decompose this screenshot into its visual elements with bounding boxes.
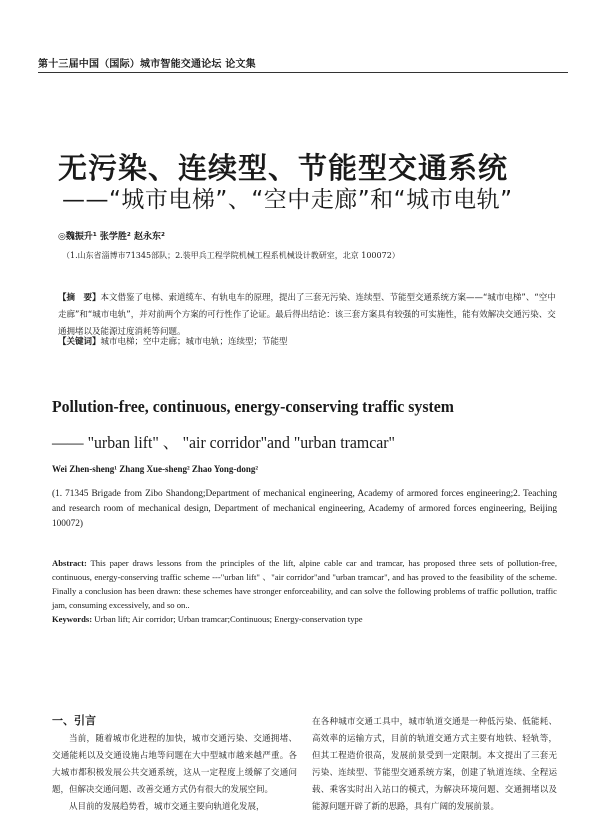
body-column-right [312, 714, 557, 816]
chinese-affiliation: （1.山东省淄博市71345部队；2.装甲兵工程学院机械工程系机械设计教研室，北京 100072） [62, 251, 400, 260]
chinese-subtitle: ——“城市电梯”、“空中走廊”和“城市电轨” [62, 187, 513, 213]
body-paragraph: 在各种城市交通工具中，城市轨道交通是一种低污染、低能耗、高效率的运输方式，目前的轨道交通方式主要有地铁、轻轨等，但其工程造价很高，发展前景受到一定限制。本文提出了三套无污染、连续型、节能型交通系统方案，创建了轨道连续、全程运载、乘客实时出入站口的模式，为解决环境问题、交通拥堵以及能源问题开辟了新的思路，具有广阔的发展前景。 [312, 717, 557, 812]
english-abstract-text: This paper draws lessons from the principles of the lift, alpine cable car and tramcar, has proposed three sets of pollution-free, continuous, energy-conserving traffic scheme ---"urban lift" 、"air corridor"and "urban tramcar", and has proved to the feasibility of the scheme. Finally a conclusion has been drawn: these schemes have stronger enforceability, and can solve the following problems of traffic pollution, traffic jam, consuming excessively, and so on.. [52, 558, 557, 610]
header-divider [38, 72, 568, 73]
chinese-abstract [58, 290, 558, 341]
chinese-keywords-text: 城市电梯；空中走廊；城市电轨；连续型；节能型 [100, 337, 288, 347]
running-header: 第十三届中国（国际）城市智能交通论坛 论文集 [38, 59, 256, 70]
english-title: Pollution-free, continuous, energy-conserving traffic system [52, 397, 454, 416]
english-subtitle: —— "urban lift" 、 "air corridor"and "urban tramcar" [52, 433, 395, 452]
section-heading-introduction: 一、引言 [52, 714, 96, 727]
chinese-keywords-label: 【关键词】 [58, 337, 101, 347]
english-keywords-text: Urban lift; Air corridor; Urban tramcar;Continuous; Energy-conservation type [94, 614, 363, 624]
body-paragraph: 当前，随着城市化进程的加快，城市交通污染、交通拥堵、交通能耗以及交通设施占地等问题在大中型城市越来越严重。各大城市都积极发展公共交通系统，这从一定程度上缓解了交通问题，但解决交通问题、改善交通方式仍有很大的发展空间。 [52, 734, 297, 795]
english-authors: Wei Zhen-sheng¹ Zhang Xue-sheng² Zhao Yong-dong² [52, 464, 259, 474]
chinese-keywords [58, 335, 558, 347]
body-paragraph: 从目前的发展趋势看，城市交通主要向轨道化发展， [69, 802, 265, 812]
chinese-authors: ◎魏振升¹ 张学胜² 赵永东² [58, 232, 165, 242]
english-abstract-label: Abstract: [52, 558, 87, 568]
english-keywords-label: Keywords: [52, 614, 93, 624]
english-affiliation: (1. 71345 Brigade from Zibo Shandong;Department of mechanical engineering, Academy of armored forces engineering;2. Teaching and research room of mechanical design, Department of mechanical engineering, Academy of armored forces engineering, Beijing 100072) [52, 489, 557, 529]
chinese-abstract-label: 【摘 要】 [58, 293, 101, 303]
english-abstract [52, 556, 557, 626]
body-column-left [52, 731, 297, 816]
chinese-abstract-text: 本文借鉴了电梯、索道缆车、有轨电车的原理，提出了三套无污染、连续型、节能型交通系统方案——“城市电梯”、“空中走廊”和“城市电轨”，并对前两个方案的可行性作了论证。最后得出结论：该三套方案具有较强的可实施性，能有效解决交通污染、交通拥堵以及能源过度消耗等问题。 [58, 293, 556, 337]
chinese-title: 无污染、连续型、节能型交通系统 [58, 151, 509, 185]
